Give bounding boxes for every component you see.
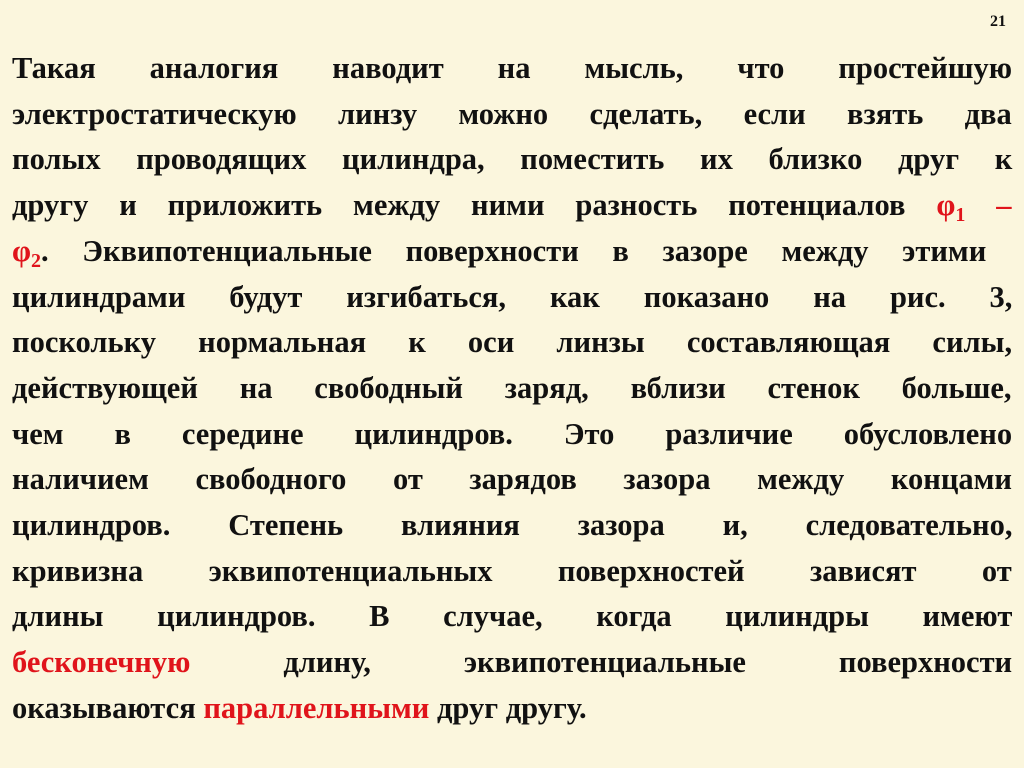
text-line-3: полых проводящих цилиндра, поместить их близко друг к: [12, 142, 1013, 177]
text-line-15-end: друг другу.: [429, 690, 587, 725]
text-line-5-content: . Эквипотенциальные поверхности в зазоре между этими: [41, 233, 987, 268]
text-line-1: Такая аналогия наводит на мысль, что простейшую: [12, 51, 1013, 85]
text-line-9: чем в середине цилиндров. Это различие обусловлено: [12, 416, 1013, 451]
text-line-12: кривизна эквипотенциальных поверхностей зависят от: [12, 553, 1012, 588]
phi-letter: φ: [936, 188, 956, 223]
phi2-symbol: [12, 233, 42, 272]
text-line-15-content: оказываются: [12, 690, 204, 725]
phi-subscript-2: 2: [31, 249, 42, 272]
text-line-4: [12, 183, 1012, 229]
text-line-14-content: длину, эквипотенциальные поверхности: [190, 645, 1013, 680]
phi1-symbol: [936, 188, 1012, 227]
text-line-11: цилиндров. Степень влияния зазора и, следовательно,: [12, 508, 1013, 543]
text-line-13: длины цилиндров. В случае, когда цилиндры имеют: [12, 599, 1013, 634]
text-line-7: поскольку нормальная к оси линзы составляющая силы,: [12, 325, 1013, 360]
highlight-infinite: бесконечную: [12, 645, 191, 680]
highlight-parallel: параллельными: [203, 690, 430, 725]
minus-sign: –: [965, 188, 1012, 223]
phi-letter-2: φ: [12, 233, 32, 268]
page-number: 21: [990, 13, 1006, 30]
text-line-15: [12, 686, 1012, 732]
text-line-6: цилиндрами будут изгибаться, как показано на рис. 3,: [12, 279, 1013, 314]
phi-subscript-1: 1: [955, 204, 966, 227]
text-line-2: электростатическую линзу можно сделать, если взять два: [12, 96, 1012, 131]
text-line-5: [12, 229, 1012, 275]
text-line-4-content: другу и приложить между ними разность потенциалов: [12, 188, 937, 223]
text-line-10: наличием свободного от зарядов зазора между концами: [12, 462, 1012, 497]
text-line-14: [12, 640, 1012, 686]
text-line-8: действующей на свободный заряд, вблизи стенок больше,: [12, 370, 1012, 405]
body-paragraph: [12, 46, 1012, 732]
